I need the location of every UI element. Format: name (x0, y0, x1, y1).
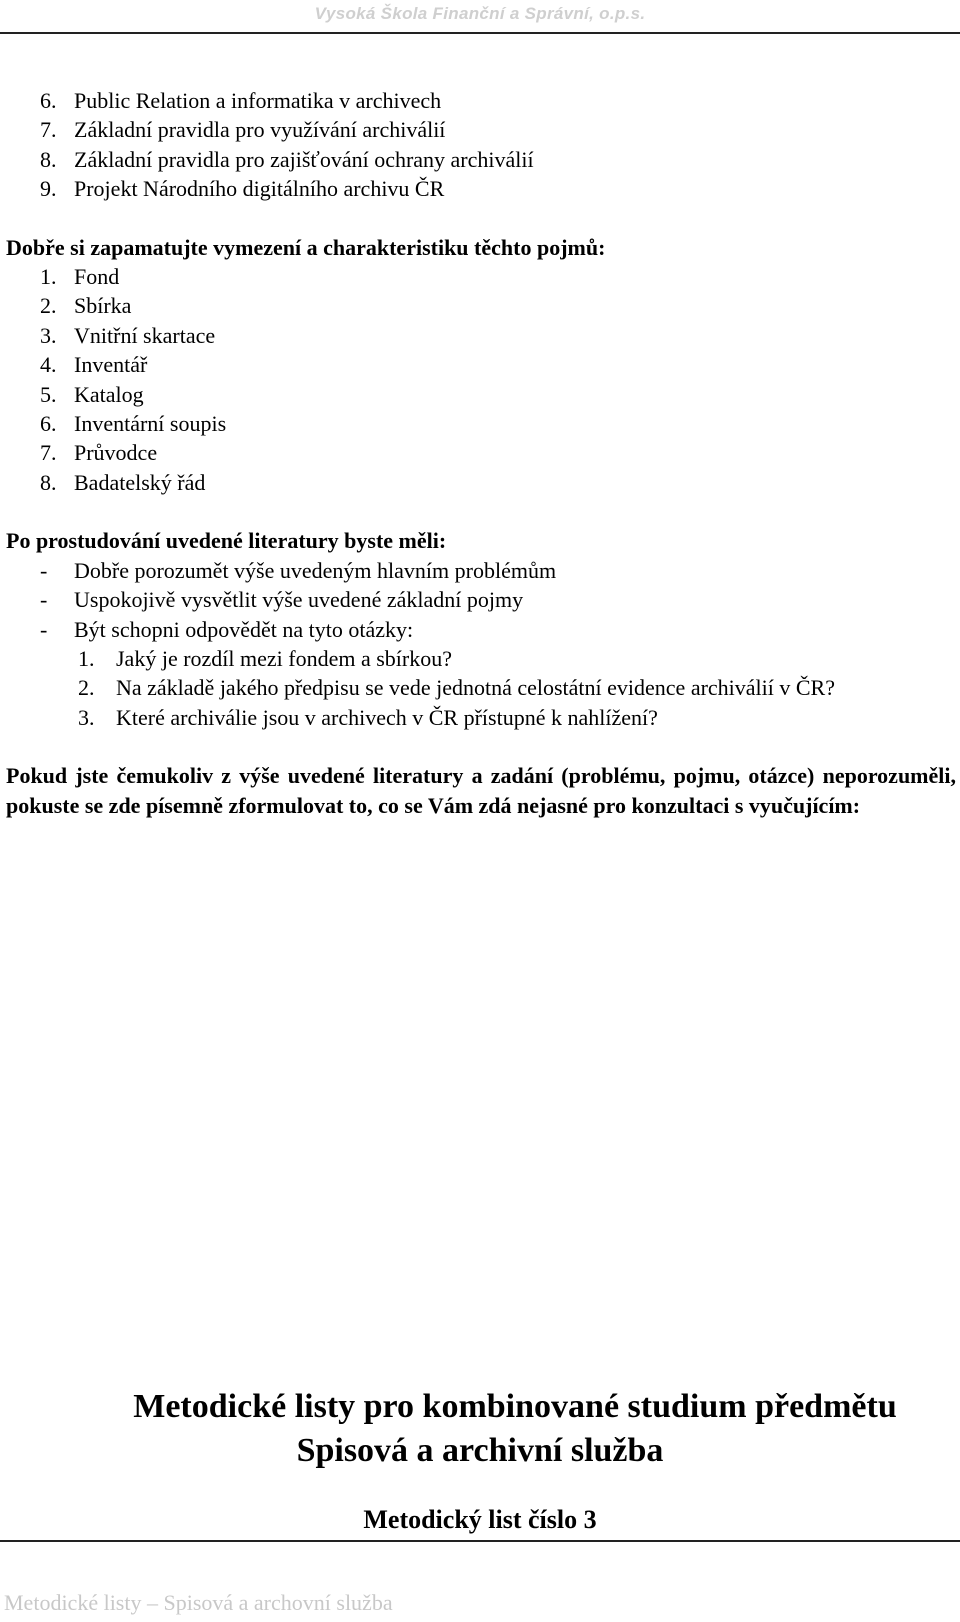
list-item: 7. Průvodce (40, 440, 158, 466)
list-item: 9. Projekt Národního digitálního archivu ČR (40, 176, 445, 202)
question-item: 3. Které archiválie jsou v archivech v ČR přístupné k nahlížení? (78, 704, 658, 730)
terms-list (6, 262, 956, 497)
outcomes-heading: Po prostudování uvedené literatury byste měli: (6, 528, 447, 554)
list-item: 8. Badatelský řád (40, 469, 206, 495)
list-item: 1. Fond (40, 264, 120, 290)
list-item: 3. Vnitřní skartace (40, 322, 216, 348)
list-item: 6. Inventární soupis (40, 411, 227, 437)
section-title (0, 1385, 960, 1473)
page-content (6, 86, 956, 820)
outcomes-list (6, 556, 956, 732)
list-item: 5. Katalog (40, 381, 144, 407)
section-title-line1: Metodické listy pro kombinované studium předmětu (133, 1388, 897, 1425)
list-item: 6. Public Relation a informatika v archivech (40, 88, 442, 113)
list-item: - Být schopni odpovědět na tyto otázky: (40, 616, 414, 642)
question-item: 2. Na základě jakého předpisu se vede jednotná celostátní evidence archiválií v ČR? (78, 675, 835, 701)
sheet-number: Metodický list číslo 3 (363, 1505, 597, 1534)
list-item: 2. Sbírka (40, 293, 132, 319)
page-header (0, 0, 960, 34)
header-title: Vysoká Škola Finanční a Správní, o.p.s. (314, 4, 646, 23)
list-item: - Dobře porozumět výše uvedeným hlavním problémům (40, 557, 557, 583)
list-item: 7. Základní pravidla pro využívání archiválií (40, 117, 446, 143)
footer-text: Metodické listy – Spisová a archovní služba (4, 1590, 393, 1615)
footer-divider (0, 1540, 960, 1542)
list-item: 4. Inventář (40, 352, 148, 378)
consultation-paragraph: Pokud jste čemukoliv z výše uvedené literatury a zadání (problému, pojmu, otázce) neporozuměli, pokuste se zde písemně zformulovat to, co se Vám zdá nejasné pro konzultaci s vyučujícím: (6, 763, 956, 818)
section-title-line2: Spisová a archivní služba (296, 1432, 664, 1469)
list-item: 8. Základní pravidla pro zajišťování ochrany archiválií (40, 146, 534, 172)
question-item: 1. Jaký je rozdíl mezi fondem a sbírkou? (78, 645, 453, 671)
terms-heading: Dobře si zapamatujte vymezení a charakteristiku těchto pojmů: (6, 234, 606, 260)
topics-list (6, 86, 956, 204)
list-item: - Uspokojivě vysvětlit výše uvedené základní pojmy (40, 587, 524, 613)
